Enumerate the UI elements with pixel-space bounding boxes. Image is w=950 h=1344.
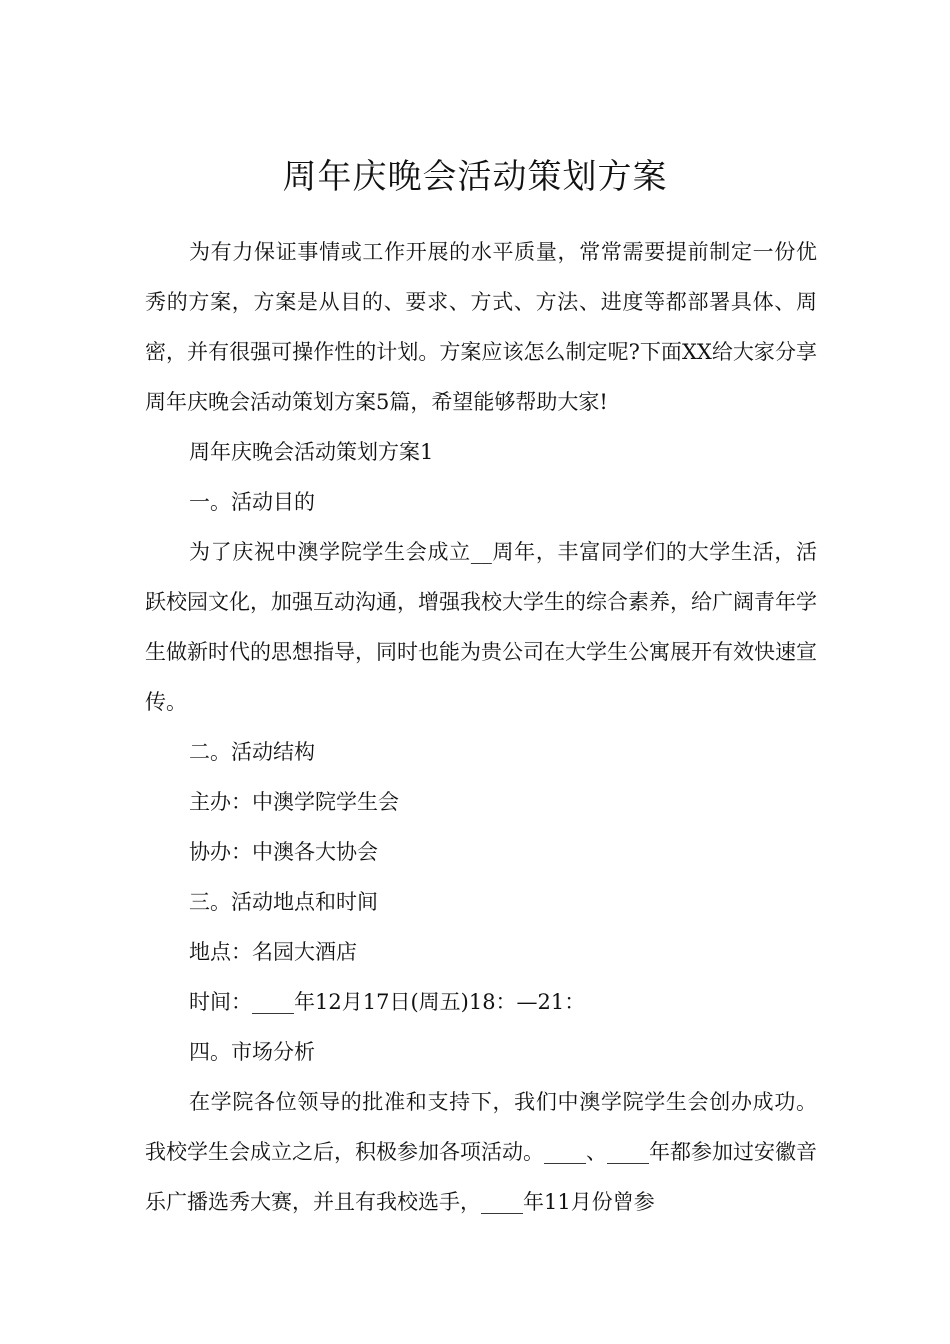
purpose-paragraph: 为了庆祝中澳学院学生会成立__周年，丰富同学们的大学生活，活跃校园文化，加强互动沟通，增强我校大学生的综合素养，给广阔青年学生做新时代的思想指导，同时也能为贵公司在大学生公寓展开有效快速宣传。 — [145, 540, 817, 714]
section-heading-plan-1: 周年庆晚会活动策划方案1 — [189, 440, 434, 464]
heading-activity-purpose: 一。活动目的 — [189, 490, 315, 514]
heading-activity-structure: 二。活动结构 — [189, 740, 315, 764]
time-line: 时间：____年12月17日(周五)18：—21： — [189, 990, 586, 1014]
heading-market-analysis: 四。市场分析 — [189, 1040, 315, 1064]
intro-paragraph: 为有力保证事情或工作开展的水平质量，常常需要提前制定一份优秀的方案，方案是从目的、要求、方式、方法、进度等都部署具体、周密，并有很强可操作性的计划。方案应该怎么制定呢?下面XX给大家分享周年庆晚会活动策划方案5篇，希望能够帮助大家! — [145, 240, 817, 414]
location-line: 地点：名园大酒店 — [189, 940, 357, 964]
document-title: 周年庆晚会活动策划方案 — [282, 156, 668, 197]
document-body — [145, 227, 817, 1227]
market-analysis-paragraph: 在学院各位领导的批准和支持下，我们中澳学院学生会创办成功。我校学生会成立之后，积极参加各项活动。____、____年都参加过安徽音乐广播选秀大赛，并且有我校选手，____年11月份曾参 — [145, 1090, 817, 1214]
organizer-line: 主办：中澳学院学生会 — [189, 790, 399, 814]
co-organizer-line: 协办：中澳各大协会 — [189, 840, 378, 864]
heading-location-time: 三。活动地点和时间 — [189, 890, 378, 914]
